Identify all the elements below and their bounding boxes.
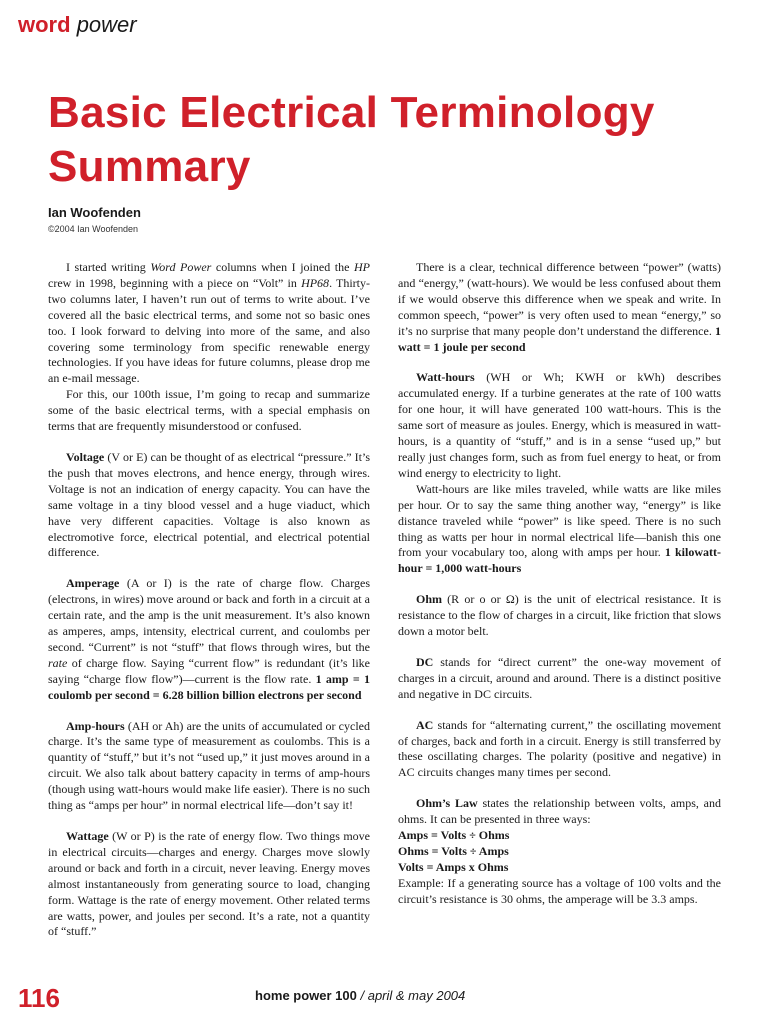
footer-credit <box>255 988 465 1003</box>
ohms-law-term: Ohm’s Law <box>416 796 478 811</box>
magazine-name: home power 100 <box>255 988 357 1003</box>
watthours-term: Watt-hours <box>416 370 475 385</box>
intro-paragraph: I started writing Word Power columns when I joined the HP crew in 1998, beginning with a piece on “Volt” in HP68. Thirty-two columns later, I haven’t run out of terms to write about. I’ve covered all the basic electrical terms, and some not so basic ones too. I look forward to delving into more of the same, and also covering some terminology from specific renewable energy technologies. If you have ideas for future columns, please drop me an e-mail message. <box>48 260 371 386</box>
brand-word: word <box>18 12 71 37</box>
dc-term: DC <box>416 654 434 669</box>
ac-paragraph: AC stands for “alternating current,” the oscillating movement of charges, back and forth in a circuit. Energy is still transferred by these oscillating charges. The polarity (positive and negative) in AC circuits changes many times per second. <box>398 717 721 780</box>
formula-ohms: Ohms = Volts ÷ Amps <box>398 844 509 858</box>
recap-paragraph: For this, our 100th issue, I’m going to recap and summarize some of the basic electrical terms, with a special emphasis on terms that are frequently misunderstood or confused. <box>48 387 370 434</box>
amphours-term: Amp-hours <box>66 718 125 733</box>
amperage-term: Amperage <box>66 576 120 591</box>
ohms-law-paragraph: Ohm’s Law states the relationship between volts, amps, and ohms. It can be presented in three ways: <box>398 796 721 827</box>
author-name: Ian Woofenden <box>48 205 141 220</box>
issue-date: / april & may 2004 <box>356 988 466 1003</box>
formula-amps: Amps = Volts ÷ Ohms <box>398 828 510 843</box>
example-paragraph: Example: If a generating source has a voltage of 100 volts and the circuit’s resistance is 30 ohms, the amperage will be 3.3 amps. <box>398 875 721 906</box>
formula-volts: Volts = Amps x Ohms <box>398 859 509 874</box>
miles-paragraph: Watt-hours are like miles traveled, while watts are like miles per hour. Or to say the same thing another way, “energy” is like distance traveled while “power” is like speed. There is no such thing as watts per hour in normal electrical life—banish this one from your vocabulary too, along with amps per hour. 1 kilowatt-hour = 1,000 watt-hours <box>398 481 721 576</box>
wattage-term: Wattage <box>66 829 109 843</box>
voltage-paragraph: Voltage (V or E) can be thought of as electrical “pressure.” It’s the push that moves electrons, and hence energy, through wires. Voltage is not an indication of energy capacity. You can have the same voltage in a tiny blood vessel and a huge viaduct, which have very different capacities. Voltage is also known as electromotive force, electrical potential, and electrical potential difference. <box>48 449 370 560</box>
ohm-term: Ohm <box>416 592 443 607</box>
left-column <box>48 260 370 940</box>
watthours-paragraph: Watt-hours (WH or Wh; KWH or kWh) describes accumulated energy. If a turbine generates at the rate of 100 watts for one hour, it will have generated 100 watt-hours. This is the same sort of measure as joules. Energy, which is measured in watt-hours, is a quantity of “stuff,” and is in a sense “used up,” but really just changes form, such as from fuel energy to heat, or from wind energy to electricity to light. <box>398 370 721 480</box>
section-header <box>18 12 137 38</box>
brand-power: power <box>76 12 137 37</box>
ac-term: AC <box>416 717 434 732</box>
power-energy-paragraph: There is a clear, technical difference between “power” (watts) and “energy,” (watt-hours). We would be less confused about them if we would observe this difference when we speak and write. In common speech, “power” is very often used to mean “energy,” so it’s no surprise that many people don’t understand the difference. 1 watt = 1 joule per second <box>398 260 721 354</box>
right-column <box>398 260 721 908</box>
article-title: Basic Electrical Terminology Summary <box>48 88 655 191</box>
amphours-paragraph: Amp-hours (AH or Ah) are the units of accumulated or cycled charge. It’s the same type of measurement as coulombs. This is a quantity of “stuff,” but it’s not “used up,” it just moves around in a circuit. We also talk about battery capacity in terms of amp-hours (though using watt-hours would make life easier). There is no such thing as “amps per hour” in normal electrical life—don’t say it! <box>48 718 370 813</box>
voltage-term: Voltage <box>66 449 105 464</box>
ohm-paragraph: Ohm (R or o or Ω) is the unit of electrical resistance. It is resistance to the flow of charges in a circuit, like friction that slows down a motor belt. <box>398 592 721 639</box>
page-number: 116 <box>18 983 60 1013</box>
copyright: ©2004 Ian Woofenden <box>48 224 139 234</box>
wattage-paragraph: Wattage (W or P) is the rate of energy flow. Two things move in electrical circuits—charges and energy. Charges move slowly around or back and forth in a circuit, never leaving. Energy moves almost instantaneously from generating source to load, changing form. Wattage is the rate of energy movement. Other related terms are watts, power, and joules per second. It’s a rate, not a quantity of “stuff.” <box>48 829 370 939</box>
amperage-paragraph: Amperage (A or I) is the rate of charge flow. Charges (electrons, in wires) move around or back and forth in a circuit at a certain rate, and the amp is the unit measurement. It’s also known as amperes, amps, intensity, electrical current, and coulombs per second. “Current” is not “stuff” that flows through wires, but the rate of charge flow. Saying “current flow” is redundant (it’s like saying “charge flow flow”)—current is the flow rate. 1 amp = 1 coulomb per second = 6.28 billion billion electrons per second <box>48 576 370 702</box>
dc-paragraph: DC stands for “direct current” the one-way movement of charges in a circuit, around and around. There is a distinct positive and negative in DC circuits. <box>398 654 721 701</box>
